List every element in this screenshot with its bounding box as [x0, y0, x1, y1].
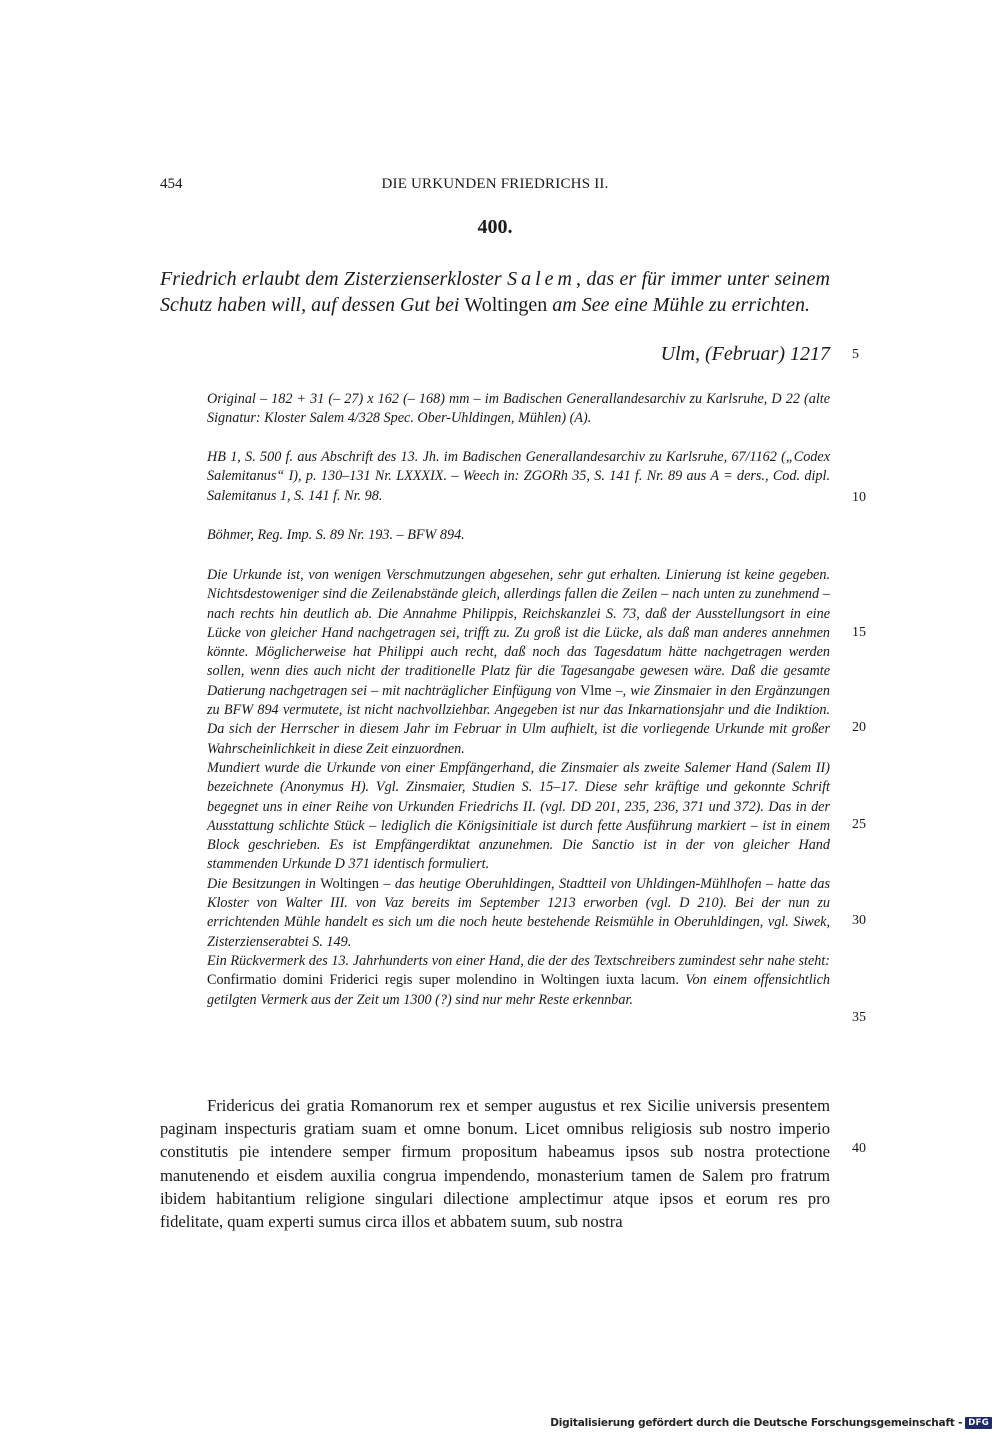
- commentary-text: Ein Rückvermerk des 13. Jahrhunderts von einer Hand, die der des Textschreibers zumindest sehr nahe steht:: [207, 952, 830, 969]
- commentary-text: Von einem offensichtlich getilgten Vermerk aus der Zeit um 1300 (?) sind nur mehr Reste erkennbar.: [207, 972, 831, 1008]
- summary-place-name: Woltingen: [464, 294, 548, 316]
- regesta-references: Böhmer, Reg. Imp. S. 89 Nr. 193. – BFW 894.: [207, 527, 465, 543]
- commentary-paragraph: [207, 875, 830, 952]
- charter-paragraph: Fridericus dei gratia Romanorum rex et semper augustus et rex Sicilie universis presentem paginam inspecturis gratiam suam et omne bonum. Licet omnibus religiosis sub nostro imperio constitutis pie intendere semper firmum propositum habeamus ipsos sub nostra protectione manutenendo et eisdem auxilia congrua impendendo, monasterium tamen de Salem pro fratrum ibidem habitantium religione singulari dilectione amplectimur atque ipsos et eorum res pro fidelitate, quam experti sumus circa illos et abbatem suum, sub nostra: [160, 1096, 830, 1232]
- line-number: 35: [852, 1010, 866, 1025]
- line-number: 25: [852, 817, 866, 832]
- copies-description: HB 1, S. 500 f. aus Abschrift des 13. Jh. im Badischen Generallandesarchiv zu Karlsruhe, 67/1162 („Codex Salemitanus“ I), p. 130–131 Nr. LXXXIX. – Weech in: ZGORh 35, S. 141 f. Nr. 89 aus A = ders., Cod. dipl. Salemitanus 1, S. 141 f. Nr. 98.: [207, 449, 830, 504]
- commentary-text: Die Besitzungen in: [207, 875, 321, 892]
- document-summary: [160, 266, 830, 318]
- apparatus-original: [207, 390, 830, 429]
- dateline: Ulm, (Februar) 1217: [660, 343, 830, 365]
- original-description: Original – 182 + 31 (– 27) x 162 (– 168) mm – im Badischen Generallandesarchiv zu Karlsruhe, D 22 (alte Signatur: Kloster Salem 4/328 Spec. Ober-Uhldingen, Mühlen) (A).: [207, 391, 830, 427]
- apparatus-copies: [207, 448, 830, 506]
- summary-text: am See eine Mühle zu errichten.: [547, 294, 810, 316]
- dfg-logo: DFG: [965, 1417, 992, 1429]
- commentary-paragraph: Mundiert wurde die Urkunde von einer Empfängerhand, die Zinsmaier als zweite Salemer Hand (Salem II) bezeichnete (Anonymus H). Vgl. Zinsmaier, Studien S. 15–17. Diese sehr kräftige und gekonnte Schrift begegnet uns in einer Reihe von Urkunden Friedrichs II. (vgl. DD 201, 235, 236, 371 und 372). Das in der Ausstattung schlichte Stück – lediglich die Königsinitiale ist durch fette Ausführung markiert – ist in einem Block geschrieben. Es ist Empfängerdiktat anzunehmen. Die Sanctio ist in der von gleicher Hand stammenden Urkunde D 371 identisch formuliert.: [207, 759, 830, 873]
- summary-text: , das er für immer unter seinem Schutz haben will, auf dessen Gut bei: [160, 268, 830, 316]
- commentary-quoted: Confirmatio domini Friderici regis super molendino in Woltingen iuxta lacum.: [207, 972, 679, 989]
- line-number: 40: [852, 1141, 866, 1156]
- document-number: 400.: [477, 216, 513, 238]
- commentary-quoted: Woltingen: [320, 875, 380, 892]
- summary-monastery-name: Salem: [507, 268, 576, 290]
- commentary-text: Die Urkunde ist, von wenigen Verschmutzungen abgesehen, sehr gut erhalten. Linierung ist keine gegeben. Nichtsdestoweniger sind die Zeilenabstände gleich, allerdings fallen die Zeilen – nach unten zu zunehmend – nach rechts hin deutlich ab. Die Annahme Philippis, Reichskanzlei S. 73, daß der Ausstellungsort in eine Lücke von gleicher Hand nachgetragen sei, trifft zu. Zu groß ist die Lücke, als daß man anderes annehmen könnte. Möglicherweise hat Philippi auch recht, daß noch das Tagesdatum hätte nachgetragen werden sollen, wenn dies auch nicht der traditionelle Platz für die Tagesangabe gewesen wäre. Daß die gesamte Datierung nachgetragen sei – mit nachträglicher Einfügung von: [207, 567, 830, 699]
- commentary-paragraph: [207, 566, 830, 759]
- commentary-paragraph: [207, 952, 830, 1010]
- funding-text: Digitalisierung gefördert durch die Deutsche Forschungsgemeinschaft -: [550, 1417, 963, 1429]
- commentary-text: –, wie Zinsmaier in den Ergänzungen zu BFW 894 vermutete, ist nicht nachvollziehbar. Angegeben ist nur das Inkarnationsjahr und die Indiktion. Da sich der Herrscher in diesem Jahr im Februar in Ulm aufhielt, ist die vorliegende Urkunde mit großer Wahrscheinlichkeit in diese Zeit einzuordnen.: [207, 682, 831, 757]
- line-number: 20: [852, 720, 866, 735]
- line-number: 15: [852, 625, 866, 640]
- apparatus-regesta: [207, 526, 830, 545]
- line-number: 5: [852, 347, 859, 362]
- page-number: 454: [160, 176, 183, 192]
- apparatus-commentary: [207, 566, 830, 1010]
- line-number: 10: [852, 490, 866, 505]
- line-number: 30: [852, 913, 866, 928]
- summary-text: Friedrich erlaubt dem Zisterzienserkloster: [160, 268, 508, 290]
- funding-notice: [550, 1417, 992, 1429]
- commentary-quoted: Vlme: [580, 682, 612, 699]
- charter-text: [160, 1094, 830, 1233]
- commentary-text: – das heutige Oberuhldingen, Stadtteil von Uhldingen-Mühlhofen – hatte das Kloster von Walter III. von Vaz bereits im September 1213 erworben (vgl. D 210). Bei der nun zu errichtenden Mühle handelt es sich um die noch heute bestehende Reismühle in Oberuhldingen, vgl. Siwek, Zisterzienserabtei S. 149.: [207, 875, 830, 950]
- running-title: DIE URKUNDEN FRIEDRICHS II.: [381, 176, 609, 192]
